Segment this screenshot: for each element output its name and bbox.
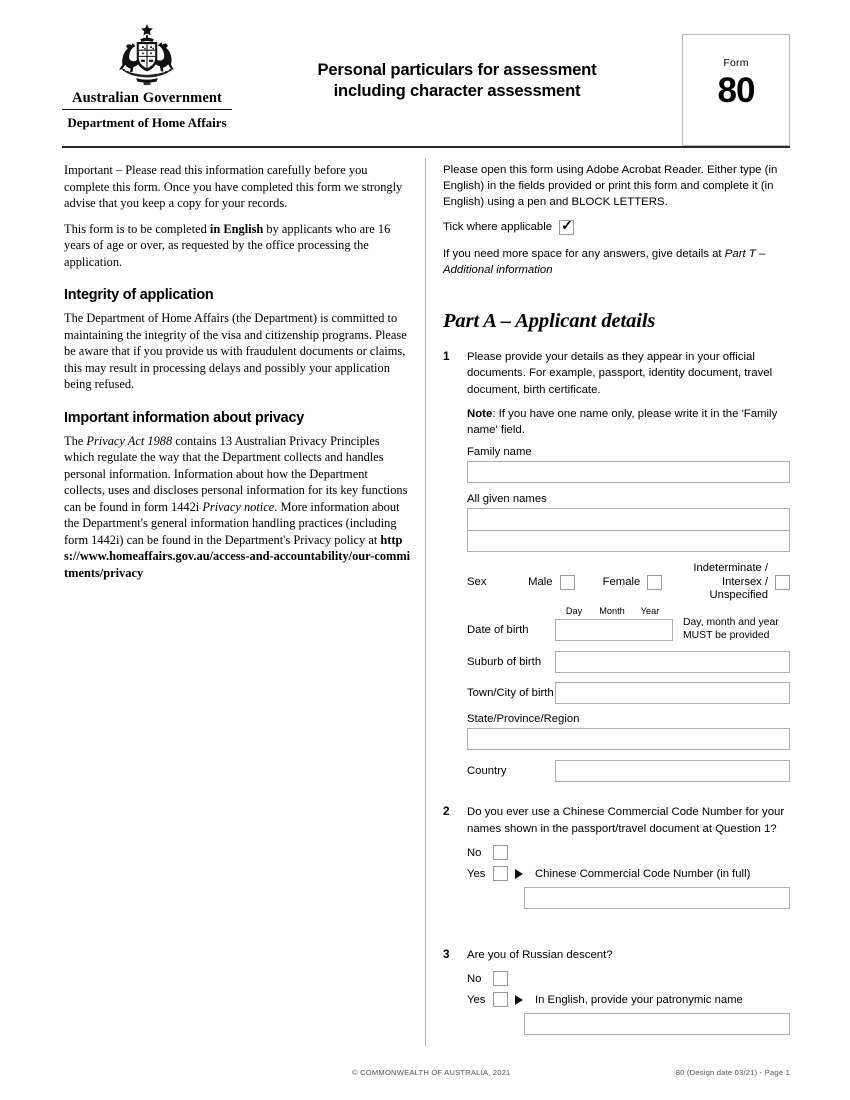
sex-indeterminate-label: [662, 562, 768, 602]
suburb-of-birth-row: [467, 651, 790, 673]
privacy-c: . More information about the Department's general information handling practices (including form 1442i) can be found in the Department's Privacy policy at: [64, 499, 400, 547]
privacy-notice-italic: Privacy notice: [202, 499, 275, 514]
sex-label: Sex: [467, 576, 487, 589]
date-of-birth-input[interactable]: [555, 619, 673, 641]
part-a-heading: Part A – Applicant details: [443, 309, 656, 332]
state-province-region-label: State/Province/Region: [467, 713, 580, 726]
tick-where-applicable-label: Tick where applicable: [443, 221, 553, 234]
privacy-b: contains 13 Australian Privacy Principles which regulate the way that the Department collects and handles personal information. Information about how the Department collects, uses and discloses personal information for its key functions can be found in form 1442i: [64, 433, 408, 514]
question-2-number: 2: [443, 804, 450, 819]
sex-indeterminate-line1: Indeterminate /: [693, 562, 768, 575]
integrity-paragraph: The Department of Home Affairs (the Department) is committed to maintaining the integrity of the visa and citizenship programs. Please be aware that if you provide us with fraudulent documents or claims, this may result in processing delays and possibly your application being refused.: [64, 311, 407, 392]
dob-note-line1: Day, month and year: [683, 617, 779, 629]
country-label: Country: [467, 765, 507, 778]
question-2-yes-label: Yes: [467, 867, 486, 880]
tick-where-applicable-row: [443, 220, 790, 235]
country-row: [467, 760, 790, 782]
question-3-yes-row[interactable]: [467, 992, 790, 1007]
eng-req-b: by applicants who are 16 years of age or over, as requested by the office processing the application.: [64, 221, 391, 269]
question-2-no-checkbox[interactable]: [493, 845, 508, 860]
form-number: 80: [717, 71, 755, 110]
arrow-right-icon: [515, 995, 523, 1005]
question-1: [443, 349, 790, 783]
state-province-region-input[interactable]: [467, 728, 790, 750]
dob-month-header: Month: [599, 606, 625, 617]
town-city-of-birth-input[interactable]: [555, 682, 790, 704]
page-info: 80 (Design date 03/21) - Page 1: [675, 1068, 790, 1077]
question-2-no-label: No: [467, 846, 482, 859]
sex-indeterminate-checkbox[interactable]: [775, 575, 790, 590]
sex-male-label: Male: [528, 576, 553, 589]
chinese-commercial-code-input[interactable]: [524, 887, 790, 909]
dob-column-headers: [555, 606, 790, 616]
question-1-note: [467, 406, 790, 439]
sex-male-checkbox[interactable]: [560, 575, 575, 590]
town-city-of-birth-row: [467, 682, 790, 704]
sex-female-checkbox[interactable]: [647, 575, 662, 590]
sex-female-label: Female: [602, 576, 641, 589]
page-title-line2: including character assessment: [333, 80, 581, 100]
question-2: [443, 804, 790, 909]
given-names-input-line2[interactable]: [467, 530, 790, 552]
privacy-a: The: [64, 433, 87, 448]
acrobat-instructions-block: [443, 162, 790, 211]
question-3: [443, 947, 790, 1035]
eng-req-a: This form is to be completed: [64, 221, 210, 236]
part-t-reference: Part T – Additional information: [443, 247, 766, 276]
question-3-text: Are you of Russian descent?: [467, 949, 613, 962]
question-3-no-row[interactable]: [467, 971, 790, 986]
question-1-text: Please provide your details as they appear in your official documents. For example, passport, identity document, travel document, birth certificate.: [467, 350, 773, 396]
integrity-heading: Integrity of application: [64, 287, 214, 303]
column-divider: [425, 158, 426, 1046]
given-names-label: All given names: [467, 493, 547, 506]
page-footer: [62, 1068, 790, 1077]
government-branding: [62, 22, 232, 131]
dob-year-header: Year: [640, 606, 660, 617]
question-2-no-row[interactable]: [467, 845, 790, 860]
acrobat-instructions: Please open this form using Adobe Acrobat Reader. Either type (in English) in the fields provided or print this form and complete it (in English) using a pen and BLOCK LETTERS.: [443, 164, 778, 209]
question-3-no-checkbox[interactable]: [493, 971, 508, 986]
eng-req-bold: in English: [209, 221, 264, 236]
right-column: [443, 162, 790, 1039]
town-city-of-birth-label: Town/City of birth: [467, 687, 554, 700]
note-body: : If you have one name only, please write it in the 'Family name' field.: [467, 407, 778, 437]
english-requirement-paragraph: [64, 221, 411, 271]
note-bold-label: Note: [467, 407, 493, 420]
privacy-heading: Important information about privacy: [64, 409, 305, 426]
form-label: Form: [723, 57, 749, 69]
date-of-birth-label: Date of birth: [467, 623, 529, 636]
sex-option-indeterminate[interactable]: [662, 562, 790, 602]
date-of-birth-note: [683, 617, 779, 642]
question-3-number: 3: [443, 947, 450, 962]
dob-day-header: Day: [565, 606, 583, 617]
department-label: Department of Home Affairs: [67, 115, 227, 130]
date-of-birth-row: [467, 617, 790, 642]
tick-example-checkbox[interactable]: [559, 220, 574, 235]
suburb-of-birth-label: Suburb of birth: [467, 656, 542, 669]
privacy-policy-url[interactable]: https://www.homeaffairs.gov.au/access-and-accountability/our-commitments/privacy: [64, 532, 411, 580]
question-3-no-label: No: [467, 972, 482, 985]
sex-row: [467, 562, 790, 602]
left-column: [64, 162, 411, 590]
page-title: [242, 60, 672, 101]
question-3-follow-label: In English, provide your patronymic name: [535, 993, 743, 1006]
sex-indeterminate-line2: Intersex / Unspecified: [709, 575, 768, 601]
important-intro-paragraph: Important – Please read this information carefully before you complete this form. Once you have completed this form we strongly advise that you keep a copy for your records.: [64, 163, 403, 210]
sex-option-male[interactable]: [528, 575, 575, 590]
country-input[interactable]: [555, 760, 790, 782]
copyright-notice: © COMMONWEALTH OF AUSTRALIA, 2021: [352, 1068, 511, 1077]
given-names-input-line1[interactable]: [467, 508, 790, 530]
header-divider: [62, 146, 790, 148]
australian-government-label: Australian Government: [62, 90, 232, 110]
commonwealth-coat-of-arms-icon: [106, 22, 188, 88]
patronymic-name-input[interactable]: [524, 1013, 790, 1035]
privacy-paragraph: [64, 433, 411, 582]
question-2-text: Do you ever use a Chinese Commercial Code Number for your names shown in the passport/travel document at Question 1?: [467, 806, 785, 835]
dob-note-line2: MUST be provided: [683, 629, 770, 641]
question-3-yes-label: Yes: [467, 993, 486, 1006]
question-2-follow-label: Chinese Commercial Code Number (in full): [535, 867, 751, 880]
form-number-box: [682, 34, 790, 146]
page-title-line1: Personal particulars for assessment: [317, 60, 597, 79]
more-space-note: [443, 246, 790, 278]
arrow-right-icon: [515, 869, 523, 879]
question-2-yes-checkbox[interactable]: [493, 866, 508, 881]
sex-option-female[interactable]: [603, 575, 663, 590]
privacy-act-italic: Privacy Act 1988: [86, 433, 173, 448]
question-2-yes-row[interactable]: [467, 866, 790, 881]
family-name-input[interactable]: [467, 461, 790, 483]
more-space-block: [443, 246, 790, 278]
page-header: [62, 22, 790, 142]
question-3-yes-checkbox[interactable]: [493, 992, 508, 1007]
family-name-label: Family name: [467, 446, 532, 459]
question-1-number: 1: [443, 348, 450, 363]
more-space-a: If you need more space for any answers, give details at: [443, 247, 725, 260]
suburb-of-birth-input[interactable]: [555, 651, 790, 673]
